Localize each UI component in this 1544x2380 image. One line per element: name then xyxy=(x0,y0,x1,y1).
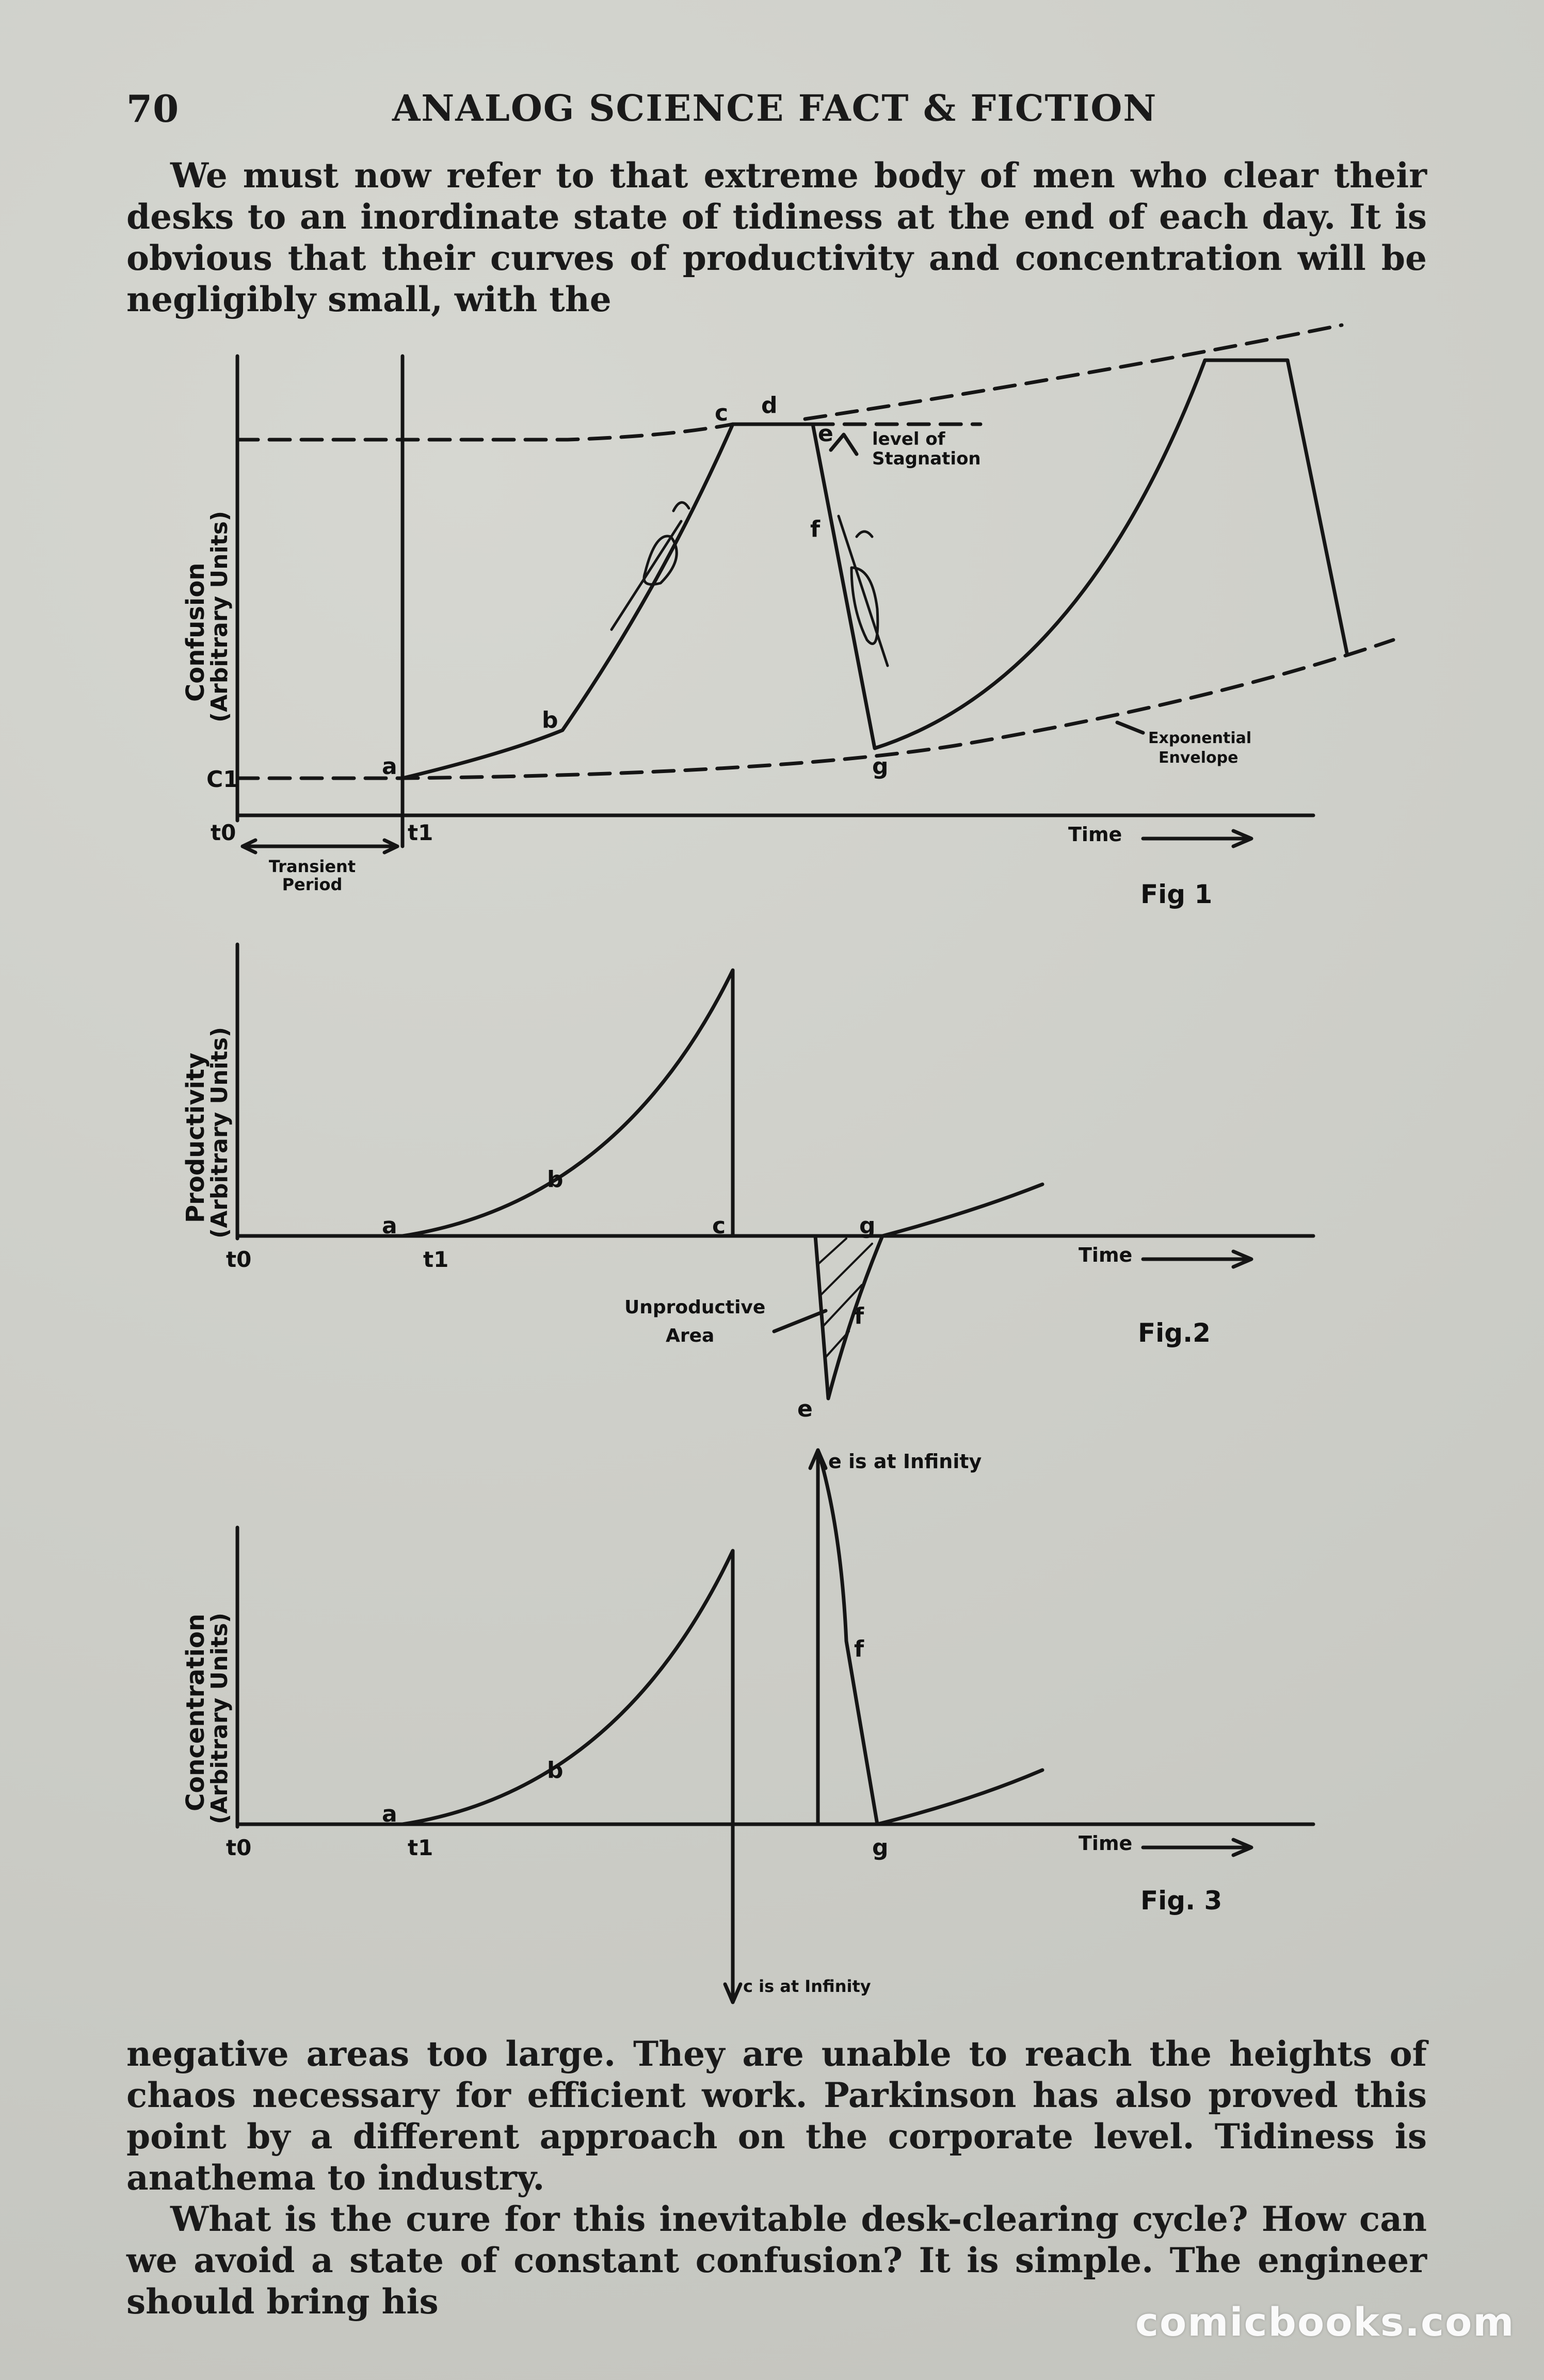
fig1-c1-label: C1 xyxy=(206,766,239,793)
fig1-point-d: d xyxy=(761,392,778,419)
fig2-negative-dip xyxy=(815,1236,882,1398)
fig2-unproductive-label: Unproductive xyxy=(624,1297,766,1318)
fig2-area-pointer xyxy=(774,1311,826,1331)
fig1-transient-label-2: Period xyxy=(282,875,343,894)
fig3-spike-curve xyxy=(818,1450,877,1824)
fig2-point-g: g xyxy=(859,1213,876,1239)
fig1-ylabel-units: (Arbitrary Units) xyxy=(206,510,233,722)
fig3-labels xyxy=(181,1450,1222,1996)
watermark-logo: comicbooks.com xyxy=(1135,2299,1515,2345)
figure-1 xyxy=(237,325,1393,853)
fig2-labels xyxy=(181,1027,1211,1422)
paragraph-text: What is the cure for this inevitable desk-clearing cycle? How can we avoid a state of constant confusion? It is simple. The engineer should bring his xyxy=(126,2199,1427,2322)
fig3-point-a: a xyxy=(382,1801,397,1827)
fig1-point-c: c xyxy=(715,400,729,426)
fig3-concentration-curve xyxy=(403,1551,733,2002)
fig2-point-c: c xyxy=(712,1213,726,1239)
fig1-upper-envelope xyxy=(805,325,1342,419)
fig1-point-a: a xyxy=(382,753,397,780)
fig1-stagnation-label-2: Stagnation xyxy=(872,448,981,469)
fig3-time-label: Time xyxy=(1079,1832,1133,1855)
paragraph-text: negative areas too large. They are unable to reach the heights of chaos necessary for efficient work. Parkinson has also proved this point by a different approach on the corporate level. Tidiness is anathema to industry. xyxy=(126,2034,1427,2198)
fig1-t1-label: t1 xyxy=(408,820,433,845)
fig2-ylabel-units: (Arbitrary Units) xyxy=(206,1026,233,1239)
fig3-ylabel: Concentration xyxy=(181,1613,210,1811)
fig1-point-b: b xyxy=(542,707,558,733)
fig1-labels xyxy=(181,392,1251,909)
fig3-point-f: f xyxy=(854,1636,864,1662)
fig1-stagnation-label: level of xyxy=(872,429,945,449)
fig2-time-label: Time xyxy=(1079,1244,1133,1266)
running-title: ANALOG SCIENCE FACT & FICTION xyxy=(392,87,1157,130)
fig1-caption: Fig 1 xyxy=(1140,879,1213,909)
fig3-t0-label: t0 xyxy=(226,1835,252,1860)
fig1-ylabel: Confusion xyxy=(181,562,210,702)
fig3-point-b: b xyxy=(547,1757,564,1783)
fig2-point-e: e xyxy=(797,1396,813,1422)
fig1-t0-label: t0 xyxy=(211,820,236,845)
fig3-recovery-curve xyxy=(877,1770,1042,1824)
fig1-stagnation-line xyxy=(237,424,980,440)
fig2-t0-label: t0 xyxy=(226,1247,252,1272)
figure-3 xyxy=(237,1450,1313,2002)
fig3-point-g: g xyxy=(872,1835,889,1861)
fig2-point-f: f xyxy=(854,1303,864,1329)
fig2-recovery-curve xyxy=(882,1184,1042,1236)
fig3-c-infinity-label: c is at Infinity xyxy=(743,1976,871,1996)
fig1-point-f: f xyxy=(810,516,821,542)
fig2-unproductive-label-2: Area xyxy=(666,1325,715,1346)
fig1-sketch-left xyxy=(612,503,689,630)
fig2-caption: Fig.2 xyxy=(1138,1318,1211,1348)
paragraph-text: We must now refer to that extreme body of men who clear their desks to an inordinate state of tidiness at the end of each day. It is obvious that their curves of productivity and concentration will be negligibly small, with the xyxy=(126,155,1427,319)
fig1-envelope-label-2: Envelope xyxy=(1159,749,1239,767)
fig2-point-b: b xyxy=(547,1166,564,1193)
fig2-ylabel: Productivity xyxy=(181,1052,210,1223)
fig2-point-a: a xyxy=(382,1213,397,1239)
fig1-stagnation-pointer xyxy=(831,435,857,454)
paragraph-bottom xyxy=(126,2033,1427,2322)
fig2-t1-label: t1 xyxy=(423,1247,449,1272)
fig3-ylabel-units: (Arbitrary Units) xyxy=(206,1612,233,1824)
fig1-envelope-pointer xyxy=(1117,722,1143,733)
fig3-e-infinity-label: e is at Infinity xyxy=(828,1450,982,1473)
fig1-time-label: Time xyxy=(1068,823,1122,846)
fig3-caption: Fig. 3 xyxy=(1140,1886,1223,1916)
fig1-envelope-label: Exponential xyxy=(1148,729,1252,747)
fig3-t1-label: t1 xyxy=(408,1835,433,1860)
fig1-point-g: g xyxy=(872,753,889,780)
page-number: 70 xyxy=(126,87,180,131)
fig1-point-e: e xyxy=(818,421,833,447)
fig1-transient-label: Transient xyxy=(268,857,356,876)
fig2-productivity-curve xyxy=(403,970,733,1236)
